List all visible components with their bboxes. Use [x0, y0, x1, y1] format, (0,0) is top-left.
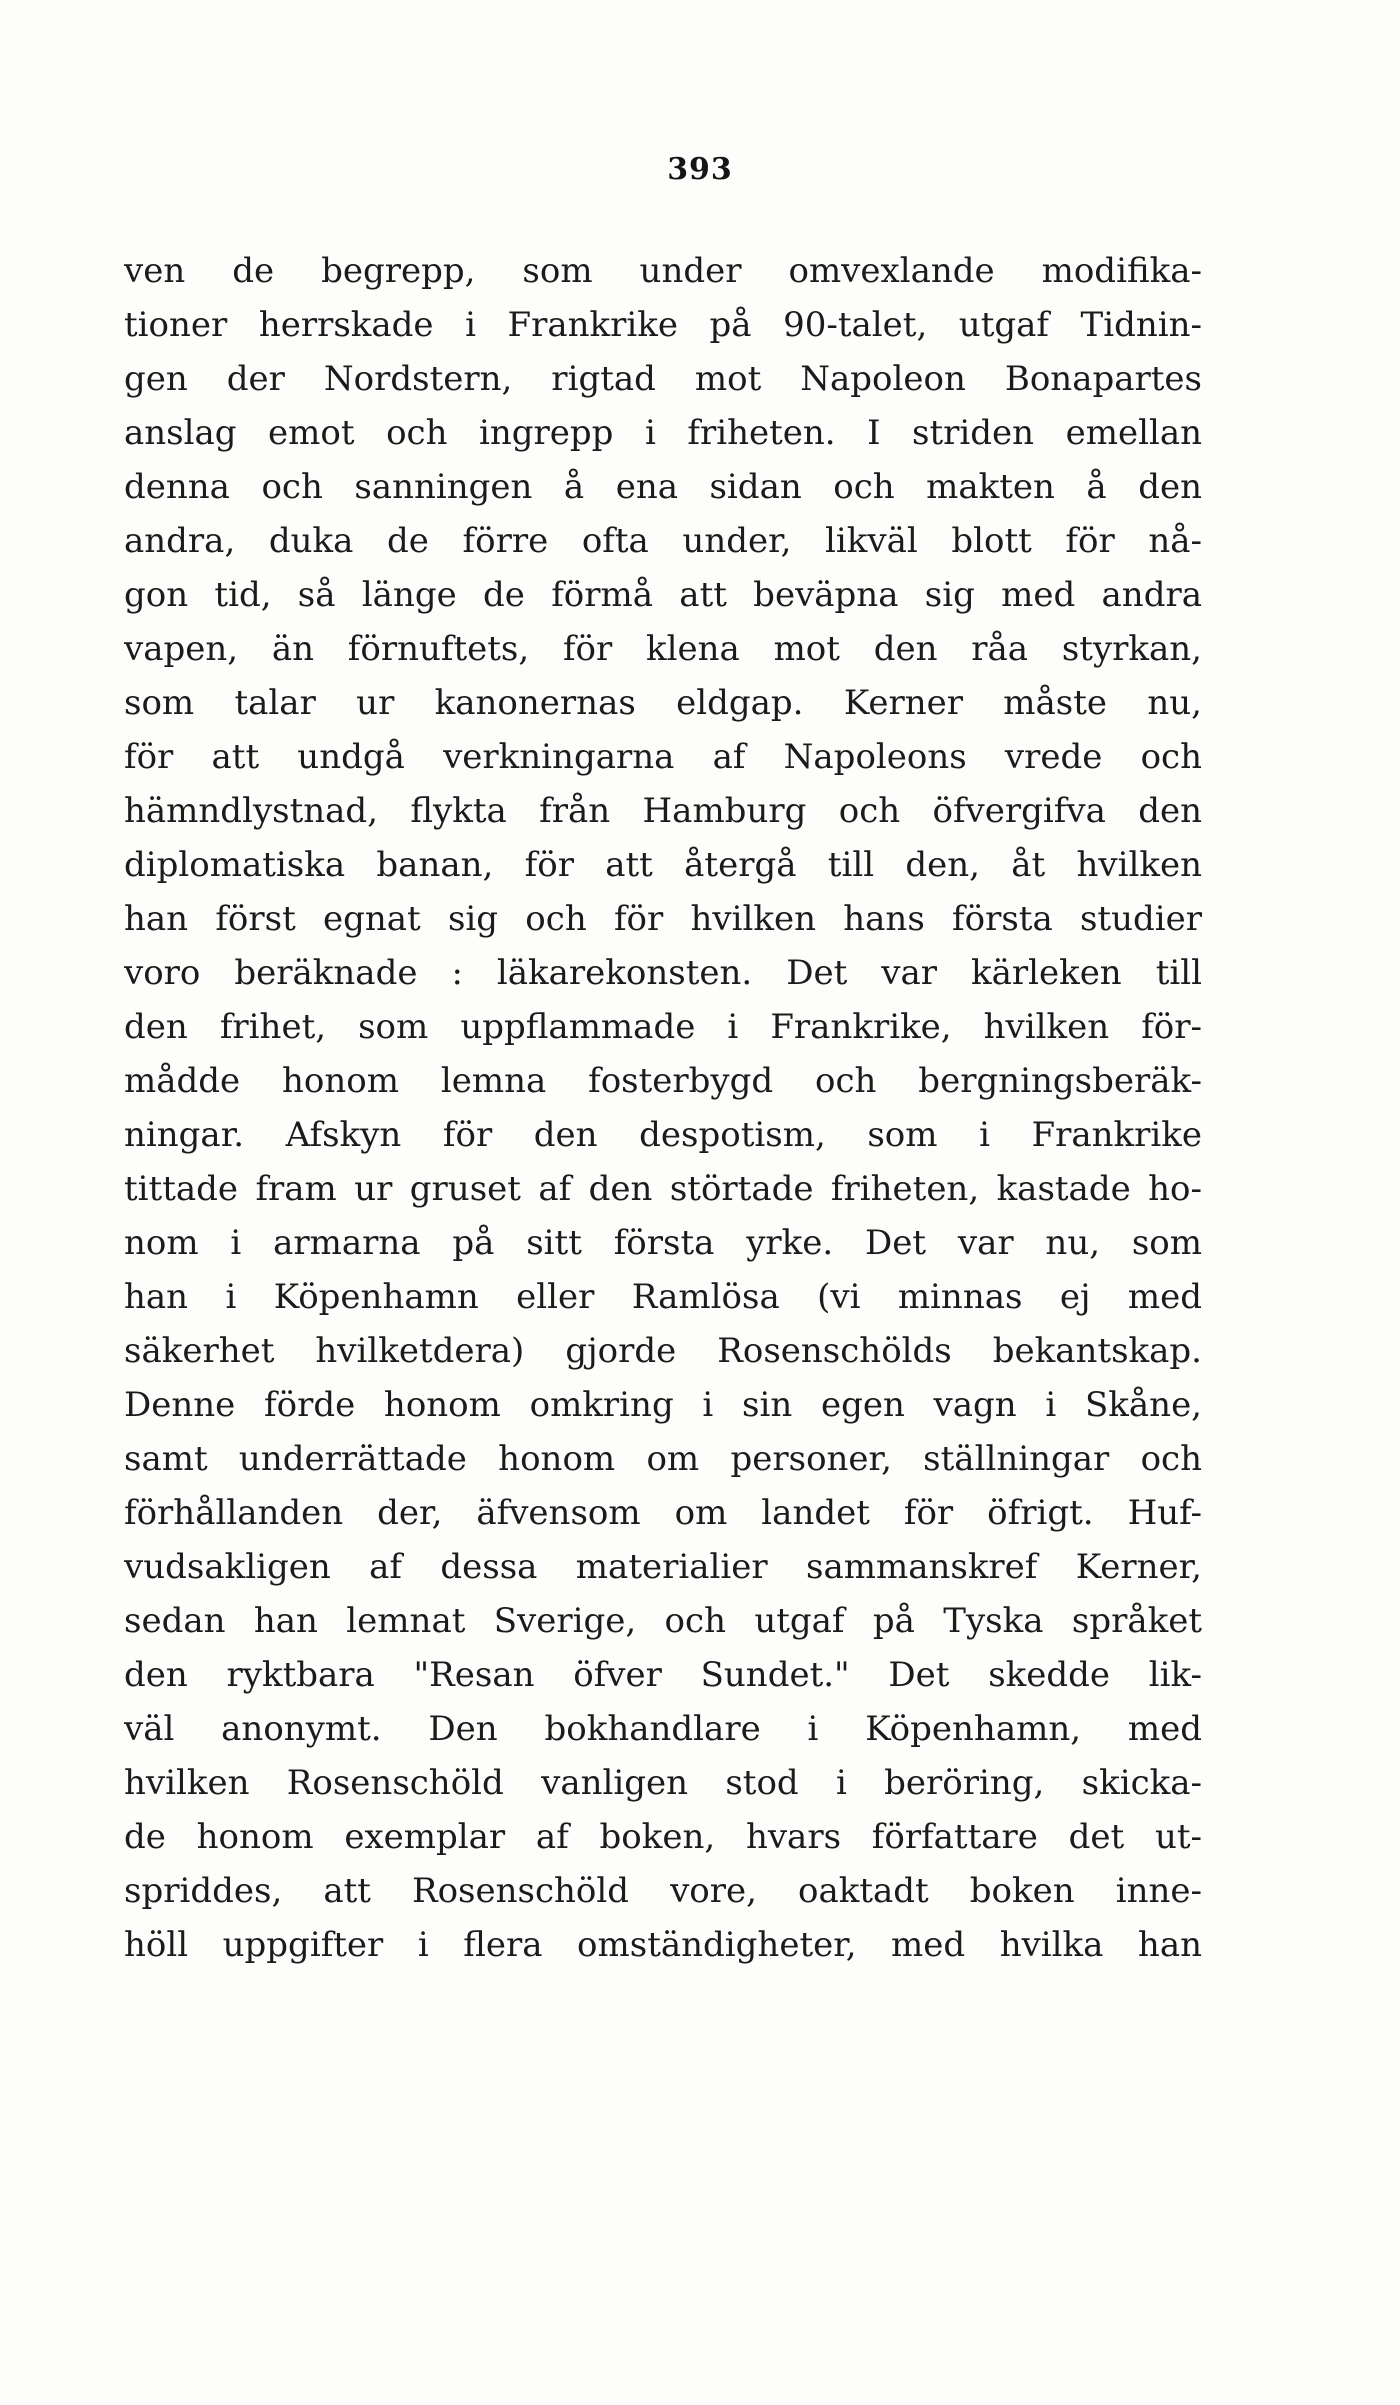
text-line: ningar. Afskyn för den despotism, som i Frankrike	[124, 1115, 1202, 1155]
text-line: samt underrättade honom om personer, ställningar och	[124, 1439, 1202, 1479]
text-line: gon tid, så länge de förmå att beväpna sig med andra	[124, 575, 1202, 615]
text-line: gen der Nordstern, rigtad mot Napoleon Bonapartes	[124, 359, 1202, 399]
text-line: höll uppgifter i flera omständigheter, med hvilka han	[124, 1925, 1202, 1965]
text-line: den ryktbara "Resan öfver Sundet." Det skedde lik-	[124, 1655, 1202, 1695]
text-line: säkerhet hvilketdera) gjorde Rosenschölds bekantskap.	[124, 1331, 1202, 1371]
text-line: diplomatiska banan, för att återgå till den, åt hvilken	[124, 845, 1202, 885]
text-line: anslag emot och ingrepp i friheten. I striden emellan	[124, 413, 1202, 453]
text-line: Denne förde honom omkring i sin egen vagn i Skåne,	[124, 1385, 1202, 1425]
text-line: mådde honom lemna fosterbygd och bergningsberäk-	[124, 1061, 1202, 1101]
text-line: den frihet, som uppflammade i Frankrike, hvilken för-	[124, 1007, 1202, 1047]
text-line: förhållanden der, äfvensom om landet för öfrigt. Huf-	[124, 1493, 1202, 1533]
text-line: andra, duka de förre ofta under, likväl blott för nå-	[124, 521, 1202, 561]
text-line: sedan han lemnat Sverige, och utgaf på Tyska språket	[124, 1601, 1202, 1641]
text-line: väl anonymt. Den bokhandlare i Köpenhamn, med	[124, 1709, 1202, 1749]
text-line: ven de begrepp, som under omvexlande modifika-	[124, 251, 1202, 291]
text-line: voro beräknade : läkarekonsten. Det var kärleken till	[124, 953, 1202, 993]
body-text	[124, 244, 1202, 1972]
text-line: han i Köpenhamn eller Ramlösa (vi minnas ej med	[124, 1277, 1202, 1317]
page-number: 393	[667, 152, 733, 187]
text-line: hvilken Rosenschöld vanligen stod i beröring, skicka-	[124, 1763, 1202, 1803]
text-line: för att undgå verkningarna af Napoleons vrede och	[124, 737, 1202, 777]
text-line: tittade fram ur gruset af den störtade friheten, kastade ho-	[124, 1169, 1202, 1209]
text-line: spriddes, att Rosenschöld vore, oaktadt boken inne-	[124, 1871, 1202, 1911]
text-line: de honom exemplar af boken, hvars författare det ut-	[124, 1817, 1202, 1857]
text-line: nom i armarna på sitt första yrke. Det var nu, som	[124, 1223, 1202, 1263]
text-line: han först egnat sig och för hvilken hans första studier	[124, 899, 1202, 939]
text-line: hämndlystnad, flykta från Hamburg och öfvergifva den	[124, 791, 1202, 831]
text-line: denna och sanningen å ena sidan och makten å den	[124, 467, 1202, 507]
text-line: vapen, än förnuftets, för klena mot den råa styrkan,	[124, 629, 1202, 669]
text-line: vudsakligen af dessa materialier sammanskref Kerner,	[124, 1547, 1202, 1587]
text-line: som talar ur kanonernas eldgap. Kerner måste nu,	[124, 683, 1202, 723]
text-line: tioner herrskade i Frankrike på 90-talet, utgaf Tidnin-	[124, 305, 1202, 345]
